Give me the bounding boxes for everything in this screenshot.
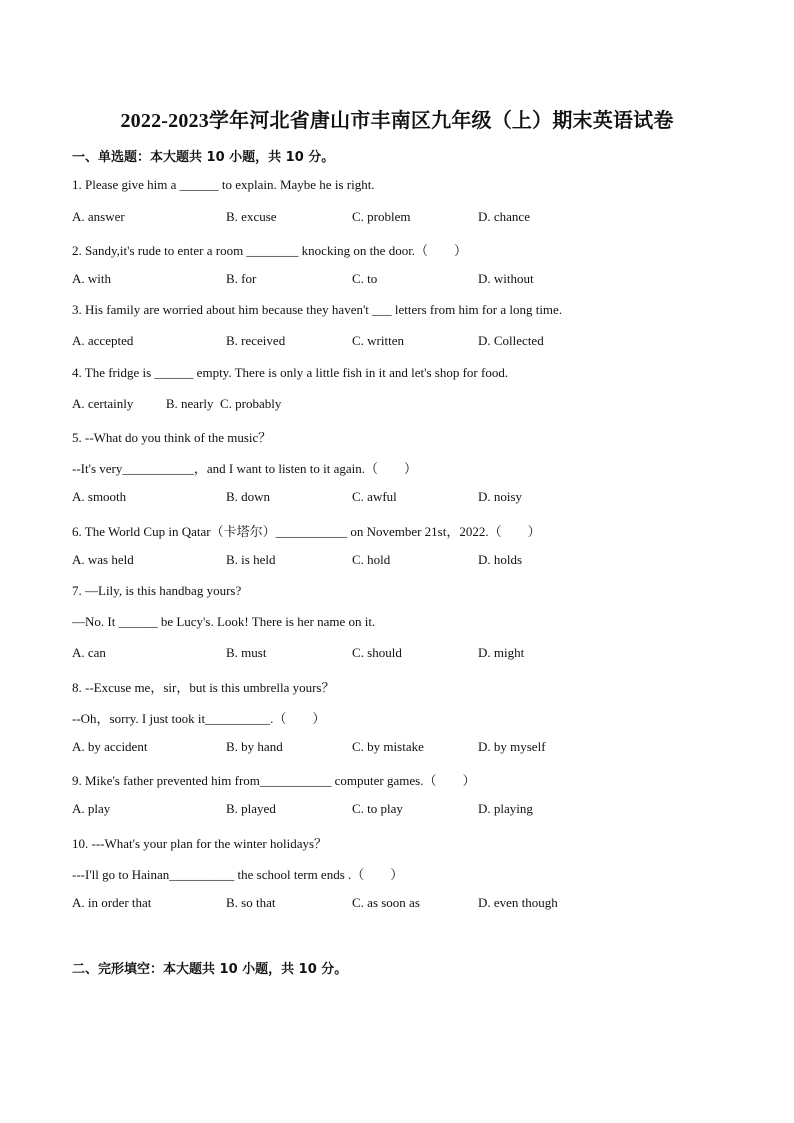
option-d: D. even though	[478, 895, 558, 910]
option-a: A. by accident	[72, 739, 148, 754]
option-b: B. down	[226, 489, 271, 504]
option-a: A. with	[72, 271, 111, 286]
option-b: B. by hand	[226, 739, 283, 754]
question-9-options	[72, 801, 732, 817]
option-c: C. as soon as	[352, 895, 420, 910]
option-c: C. to play	[352, 801, 403, 816]
option-d: D. without	[478, 271, 534, 286]
option-c: C. problem	[352, 209, 411, 224]
option-c: C. awful	[352, 489, 397, 504]
option-d: D. playing	[478, 801, 533, 816]
question-8-stem-response: --Oh，sorry. I just took it__________.（ ）	[72, 711, 326, 726]
option-a: A. was held	[72, 552, 134, 567]
option-b: B. so that	[226, 895, 276, 910]
question-4-stem: 4. The fridge is ______ empty. There is only a little fish in it and let's shop for food.	[72, 365, 509, 380]
option-b: B. for	[226, 271, 257, 286]
option-a: A. accepted	[72, 333, 134, 348]
question-1-options	[72, 209, 732, 225]
option-c: C. to	[352, 271, 378, 286]
question-9-stem: 9. Mike's father prevented him from___________ computer games.（ ）	[72, 773, 476, 788]
option-b: B. received	[226, 333, 286, 348]
question-1-stem: 1. Please give him a ______ to explain. Maybe he is right.	[72, 177, 375, 192]
page-title: 2022-2023学年河北省唐山市丰南区九年级（上）期末英语试卷	[120, 110, 674, 132]
question-10-stem: 10. ---What's your plan for the winter holidays？	[72, 836, 328, 851]
question-4-options: A. certainly B. nearly C. probably	[72, 396, 282, 411]
option-c: C. hold	[352, 552, 391, 567]
question-3-stem: 3. His family are worried about him because they haven't ___ letters from him for a long time.	[72, 302, 563, 317]
question-2-options	[72, 271, 732, 287]
option-b: B. played	[226, 801, 276, 816]
section-heading-cloze: 二、完形填空：本大题共 10 小题，共 10 分。	[72, 962, 348, 977]
question-7-stem: 7. —Lily, is this handbag yours?	[72, 583, 242, 598]
option-b: B. must	[226, 645, 267, 660]
question-10-stem-response: ---I'll go to Hainan__________ the school term ends .（ ）	[72, 867, 404, 882]
option-d: D. noisy	[478, 489, 523, 504]
question-8-options	[72, 739, 732, 755]
option-c: C. by mistake	[352, 739, 424, 754]
option-d: D. by myself	[478, 739, 546, 754]
option-a: A. play	[72, 801, 111, 816]
question-6-options	[72, 552, 732, 568]
option-d: D. chance	[478, 209, 530, 224]
option-a: A. smooth	[72, 489, 127, 504]
option-a: A. can	[72, 645, 106, 660]
option-a: A. in order that	[72, 895, 152, 910]
question-5-stem-response: --It's very___________，and I want to listen to it again.（ ）	[72, 461, 417, 476]
question-10-options	[72, 895, 732, 911]
option-b: B. excuse	[226, 209, 277, 224]
question-8-stem: 8. --Excuse me，sir，but is this umbrella yours？	[72, 680, 335, 695]
question-7-options	[72, 645, 732, 661]
question-6-stem: 6. The World Cup in Qatar（卡塔尔）___________ on November 21st，2022.（ ）	[72, 524, 541, 539]
question-2-stem: 2. Sandy,it's rude to enter a room ________ knocking on the door.（ ）	[72, 243, 468, 258]
option-a: A. answer	[72, 209, 125, 224]
option-c: C. should	[352, 645, 402, 660]
option-d: D. Collected	[478, 333, 544, 348]
question-5-stem: 5. --What do you think of the music？	[72, 430, 272, 445]
question-5-options	[72, 489, 732, 505]
option-d: D. might	[478, 645, 525, 660]
question-3-options	[72, 333, 732, 349]
question-7-stem-response: —No. It ______ be Lucy's. Look! There is her name on it.	[72, 614, 376, 629]
section-heading-single-choice: 一、单选题：本大题共 10 小题，共 10 分。	[72, 150, 335, 165]
option-b: B. is held	[226, 552, 276, 567]
option-c: C. written	[352, 333, 404, 348]
option-d: D. holds	[478, 552, 523, 567]
